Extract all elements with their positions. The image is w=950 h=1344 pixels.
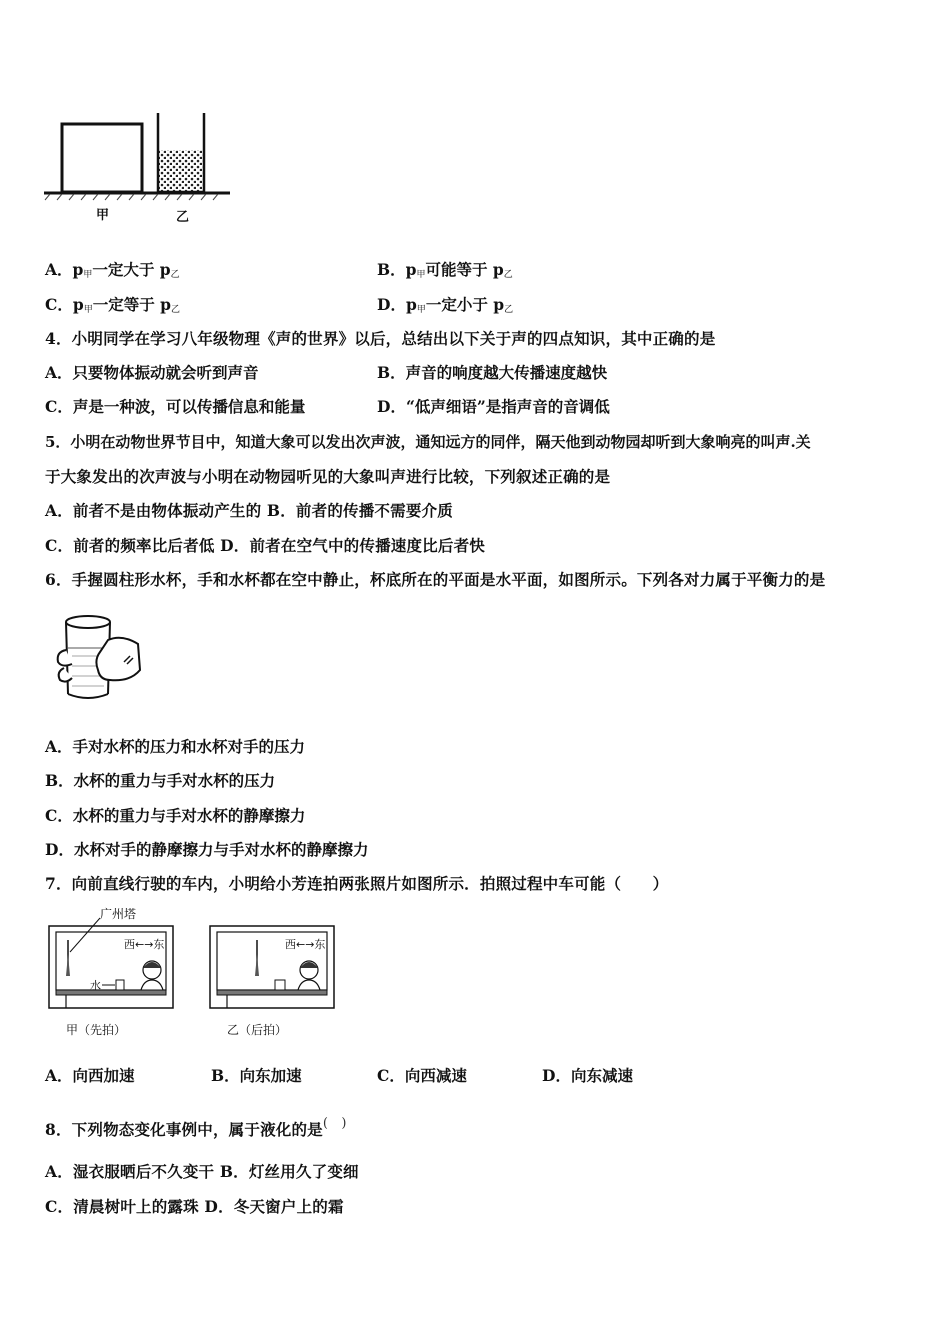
direction-label: 西←→东 xyxy=(124,938,165,951)
q4-option-c: C．声是一种波，可以传播信息和能量 xyxy=(45,397,306,416)
q6-option-b: B．水杯的重力与手对水杯的压力 xyxy=(45,771,276,790)
water-cup xyxy=(275,980,285,990)
q6-option-c: C．水杯的重力与手对水杯的静摩擦力 xyxy=(45,806,306,825)
caption-jia: 甲（先拍） xyxy=(66,1023,127,1037)
q7-option-a: A．向西加速 xyxy=(45,1066,135,1085)
q7-option-c: C．向西减速 xyxy=(377,1066,467,1085)
q4-option-d: D．“低声细语”是指声音的音调低 xyxy=(377,397,610,416)
q5-stem-line1: 5．小明在动物世界节目中，知道大象可以发出次声波，通知远方的同伴，隔天他到动物园却听到大象响亮的叫声.关 xyxy=(45,433,811,451)
q8-stem: 8．下列物态变化事例中，属于液化的是( ) xyxy=(45,1116,347,1139)
finger xyxy=(59,668,72,682)
tower-label: 广州塔 xyxy=(100,907,137,921)
label-yi: 乙 xyxy=(176,210,190,225)
q6-stem: 6．手握圆柱形水杯，手和水杯都在空中静止，杯底所在的平面是水平面，如图所示。下列各对力属于平衡力的是 xyxy=(45,570,826,589)
caption-yi: 乙（后拍） xyxy=(227,1023,288,1037)
label-jia: 甲 xyxy=(96,208,110,223)
q5-options-line2: C．前者的频率比后者低 D．前者在空气中的传播速度比后者快 xyxy=(45,536,485,555)
q6-option-a: A．手对水杯的压力和水杯对手的压力 xyxy=(45,737,306,756)
cup-bottom xyxy=(68,694,108,698)
q4-stem: 4．小明同学在学习八年级物理《声的世界》以后，总结出以下关于声的四点知识，其中正确的是 xyxy=(45,329,716,348)
water-cup xyxy=(116,980,124,990)
q6-figure-hand-cup xyxy=(50,610,150,705)
table-top xyxy=(56,990,166,995)
liquid-yi xyxy=(159,150,203,192)
q7-option-d: D．向东减速 xyxy=(542,1066,633,1085)
answer-bracket: ( ) xyxy=(322,1116,347,1131)
direction-label: 西←→东 xyxy=(285,938,326,951)
cup-rim xyxy=(66,616,110,628)
hand xyxy=(96,638,140,681)
q3-option-c: C．$p_甲$一定等于 $p_乙$ xyxy=(45,295,180,315)
q5-stem-line2: 于大象发出的次声波与小明在动物园听见的大象叫声进行比较，下列叙述正确的是 xyxy=(45,467,611,486)
water-label: 水 xyxy=(90,979,101,992)
q6-option-d: D．水杯对手的静摩擦力与手对水杯的静摩擦力 xyxy=(45,840,369,859)
q4-option-a: A．只要物体振动就会听到声音 xyxy=(45,363,259,382)
q8-options-line2: C．清晨树叶上的露珠 D．冬天窗户上的霜 xyxy=(45,1197,344,1216)
q7-option-b: B．向东加速 xyxy=(211,1066,302,1085)
q3-figure xyxy=(40,105,240,230)
q3-option-a: A．$p_甲$一定大于 $p_乙$ xyxy=(45,260,180,280)
q7-stem: 7．向前直线行驶的车内，小明给小芳连拍两张照片如图所示．拍照过程中车可能（ ） xyxy=(45,874,669,893)
q3-option-b: B．$p_甲$可能等于 $p_乙$ xyxy=(377,260,513,280)
table-top xyxy=(217,990,327,995)
q7-figure-photo-yi xyxy=(205,904,340,1044)
q5-options-line1: A．前者不是由物体振动产生的 B．前者的传播不需要介质 xyxy=(45,501,453,520)
ground-hatch xyxy=(45,194,218,200)
q7-figure-photo-jia xyxy=(44,904,179,1044)
thumb xyxy=(58,650,72,666)
q8-options-line1: A．湿衣服晒后不久变干 B．灯丝用久了变细 xyxy=(45,1162,359,1181)
q3-option-d: D．$p_甲$一定小于 $p_乙$ xyxy=(377,295,514,315)
q4-option-b: B．声音的响度越大传播速度越快 xyxy=(377,363,608,382)
solid-block-jia xyxy=(62,124,142,192)
